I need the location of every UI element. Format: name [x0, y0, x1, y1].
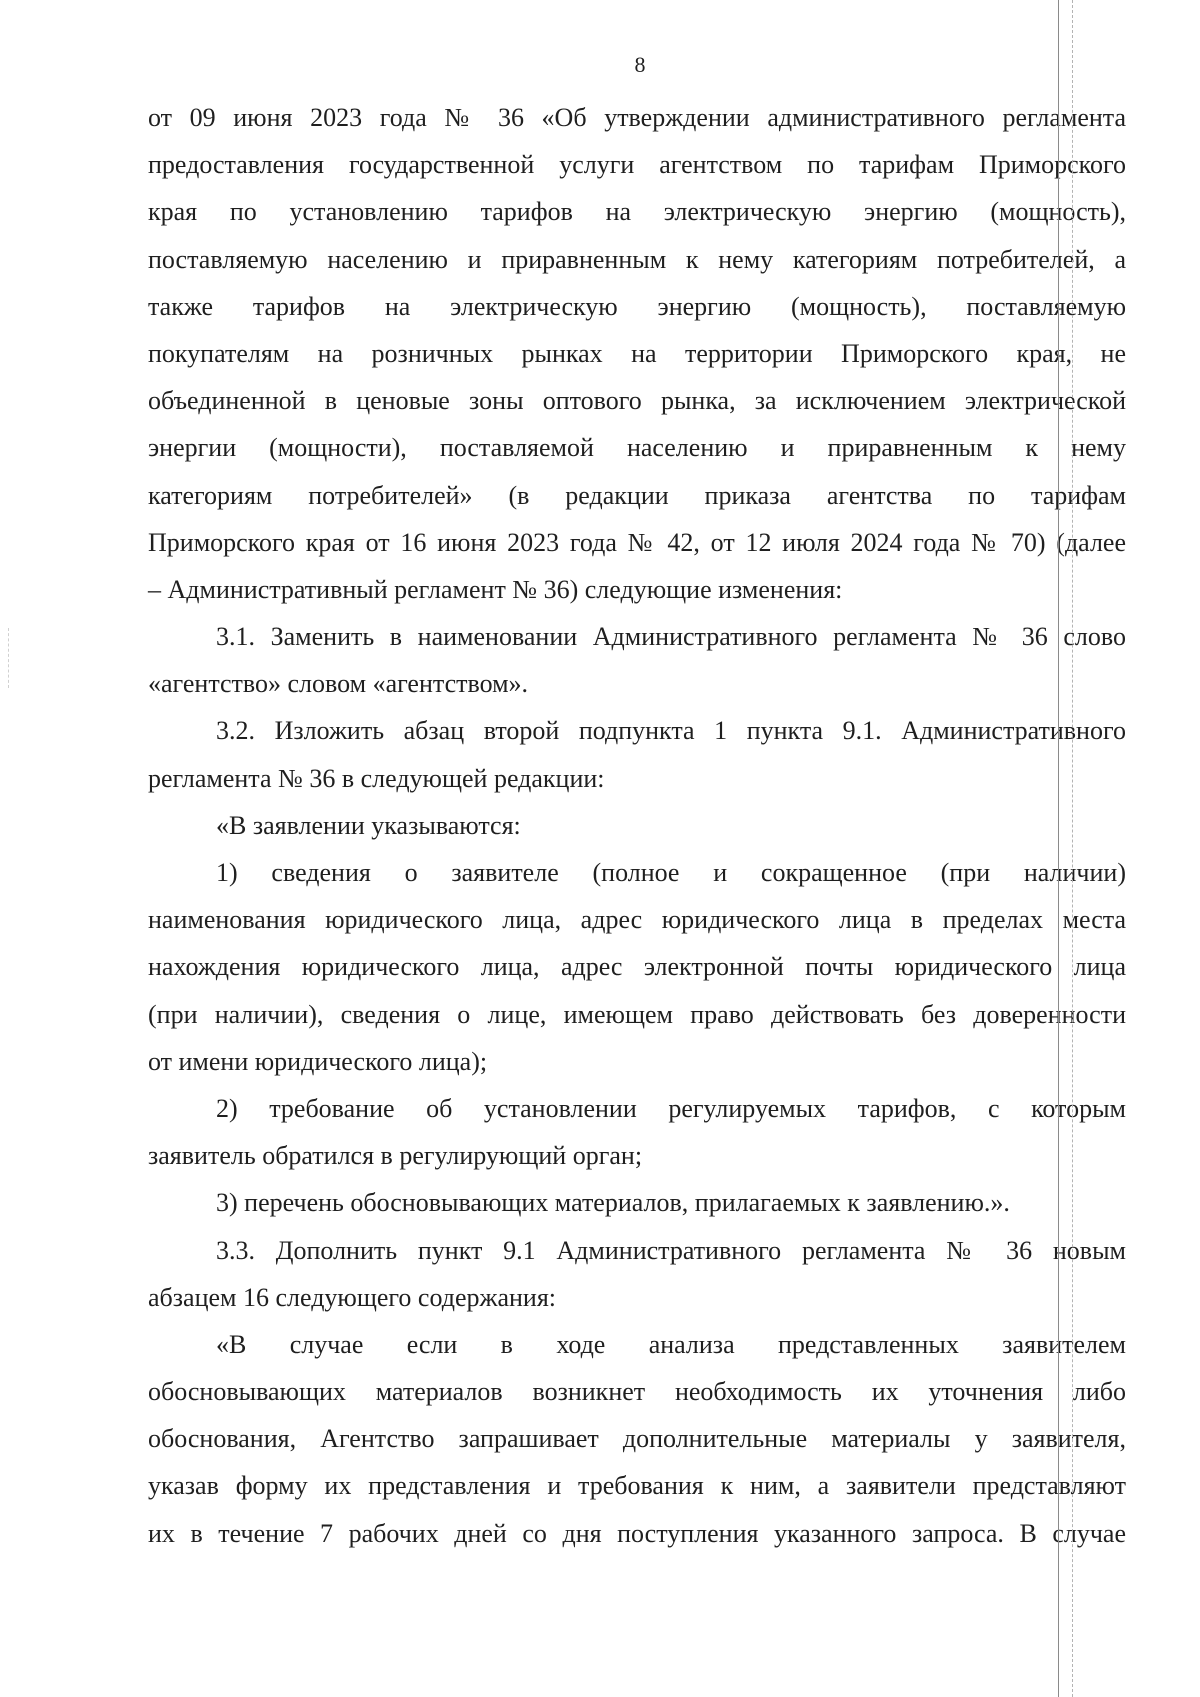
text-line: предоставления государственной услуги агентством по тарифам Приморского — [148, 150, 1126, 180]
text-line: покупателям на розничных рынках на территории Приморского края, не — [148, 338, 1126, 368]
text-line: 1) сведения о заявителе (полное и сокращенное (при наличии) — [216, 858, 1126, 887]
text-line: обосновывающих материалов возникнет необходимость их уточнения либо — [148, 1377, 1126, 1407]
text-line: нахождения юридического лица, адрес электронной почты юридического лица — [148, 952, 1126, 982]
text-line: 3) перечень обосновывающих материалов, прилагаемых к заявлению.». — [216, 1188, 1010, 1218]
text-line: 2) требование об установлении регулируемых тарифов, с которым — [216, 1093, 1126, 1123]
page-number: 8 — [634, 52, 646, 77]
text-line: поставляемую населению и приравненным к нему категориям потребителей, а — [148, 244, 1126, 274]
text-line: обоснования, Агентство запрашивает дополнительные материалы у заявителя, — [148, 1424, 1126, 1454]
scan-artifact-mark — [8, 628, 10, 688]
text-line: также тарифов на электрическую энергию (мощность), поставляемую — [148, 291, 1126, 321]
text-line: указав форму их представления и требования к ним, а заявители представляют — [148, 1471, 1126, 1501]
text-line: Приморского края от 16 июня 2023 года № 42, от 12 июля 2024 года № 70) (далее — [148, 527, 1126, 557]
text-line: категориям потребителей» (в редакции приказа агентства по тарифам — [148, 480, 1126, 510]
text-line: – Административный регламент № 36) следующие изменения: — [148, 574, 843, 604]
scan-artifact-line — [1072, 0, 1073, 1697]
text-line: заявитель обратился в регулирующий орган; — [148, 1141, 643, 1171]
document-body — [148, 94, 1126, 1557]
text-line: 3.2. Изложить абзац второй подпункта 1 пункта 9.1. Административного — [216, 716, 1126, 746]
scan-artifact-line — [1058, 0, 1059, 1697]
text-line: 3.3. Дополнить пункт 9.1 Административного регламента № 36 новым — [216, 1235, 1126, 1265]
text-line: энергии (мощности), поставляемой населению и приравненным к нему — [148, 433, 1126, 463]
text-line: «В заявлении указываются: — [216, 810, 521, 840]
text-line: объединенной в ценовые зоны оптового рынка, за исключением электрической — [148, 386, 1126, 416]
text-line: абзацем 16 следующего содержания: — [148, 1282, 557, 1312]
text-line: от 09 июня 2023 года № 36 «Об утверждении административного регламента — [148, 103, 1126, 132]
text-line: (при наличии), сведения о лице, имеющем право действовать без доверенности — [148, 999, 1126, 1029]
text-line: от имени юридического лица); — [148, 1046, 488, 1076]
text-line: «агентство» словом «агентством». — [148, 669, 529, 699]
text-line: их в течение 7 рабочих дней со дня поступления указанного запроса. В случае — [148, 1518, 1126, 1548]
text-line: наименования юридического лица, адрес юридического лица в пределах места — [148, 905, 1126, 935]
text-line: «В случае если в ходе анализа представленных заявителем — [216, 1329, 1126, 1359]
text-line: края по установлению тарифов на электрическую энергию (мощность), — [148, 197, 1126, 227]
text-line: 3.1. Заменить в наименовании Административного регламента № 36 слово — [216, 622, 1126, 652]
text-line: регламента № 36 в следующей редакции: — [148, 763, 605, 793]
